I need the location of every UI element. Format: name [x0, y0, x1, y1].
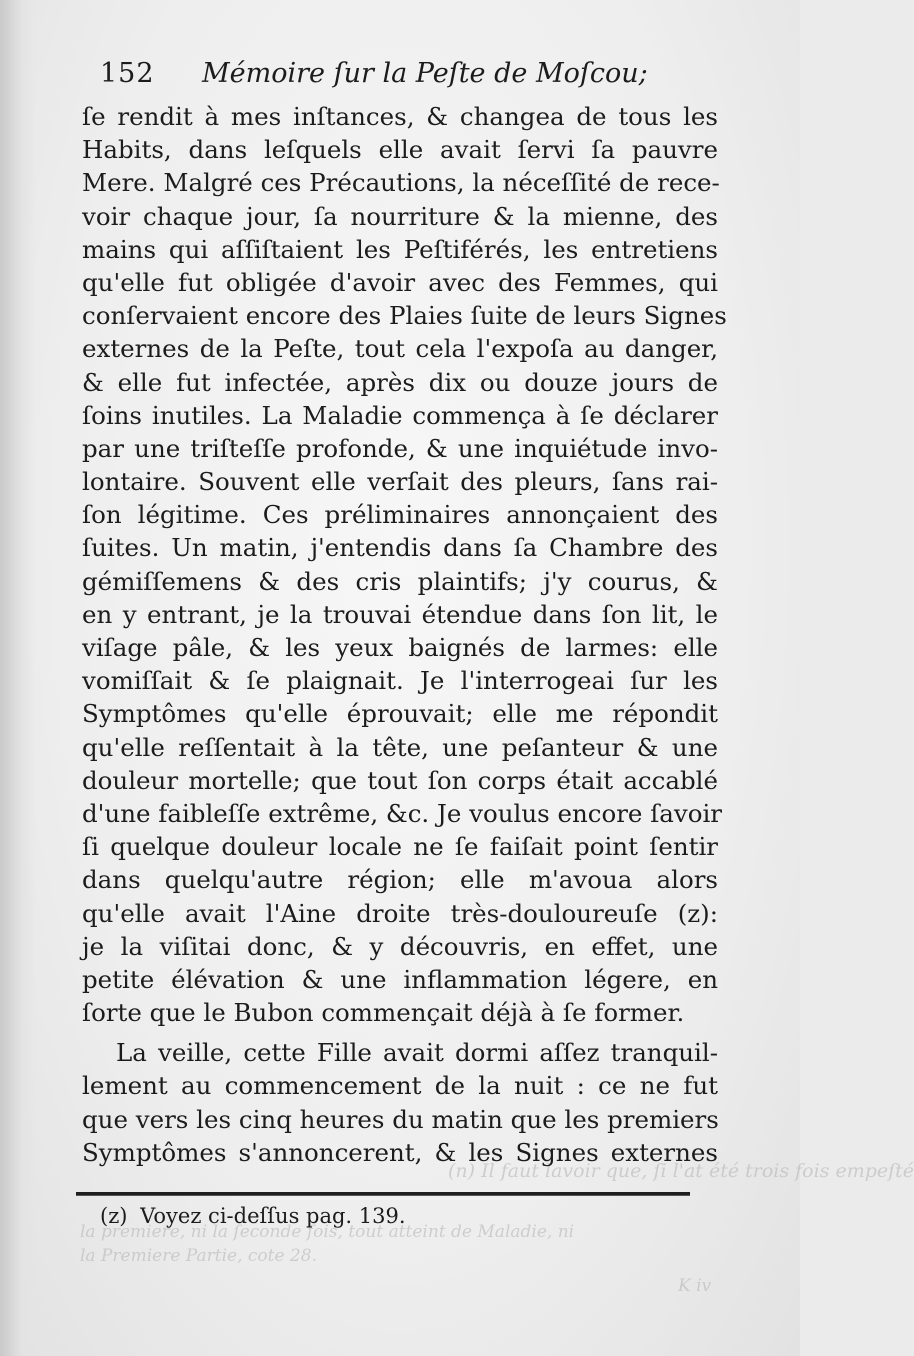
- page-number: 152: [100, 58, 155, 89]
- bleed-through-line: K iv: [678, 1276, 712, 1296]
- text-line: Mere. Malgré ces Précautions, la néceſſité de rece-: [82, 168, 720, 198]
- text-line: externes de la Peſte, tout cela l'expoſa au danger,: [82, 334, 718, 364]
- text-line: gémiſſemens & des cris plaintifs; j'y courus, &: [82, 566, 718, 596]
- text-line: dans quelqu'autre région; elle m'avoua alors: [82, 865, 718, 895]
- text-line: Habits, dans leſquels elle avait ſervi ſa pauvre: [82, 135, 718, 165]
- text-line: ſorte que le Bubon commençait déjà à ſe former.: [82, 998, 685, 1028]
- footnote-text: Voyez ci-deſſus pag. 139.: [140, 1204, 406, 1228]
- text-line: & elle fut infectée, après dix ou douze jours de: [82, 367, 718, 397]
- text-line: La veille, cette Fille avait dormi aſſez tranquil-: [116, 1038, 718, 1068]
- running-head: [100, 58, 700, 98]
- text-line: que vers les cinq heures du matin que les premiers: [82, 1104, 719, 1134]
- bleed-through-line: la premiere, ni la ſeconde fois, tout atteint de Maladie, ni: [80, 1222, 575, 1242]
- text-line: Symptômes qu'elle éprouvait; elle me répondit: [82, 699, 718, 729]
- text-line: voir chaque jour, ſa nourriture & la mienne, des: [82, 201, 718, 231]
- text-line: douleur mortelle; que tout ſon corps était accablé: [82, 765, 718, 795]
- text-line: qu'elle fut obligée d'avoir avec des Femmes, qui: [82, 267, 718, 297]
- bleed-through-line: (n) Il faut lavoir que, ſi l'at été trois fois empeſté: [448, 1160, 914, 1182]
- running-title: Mémoire ſur la Peſte de Moſcou;: [202, 58, 648, 89]
- text-line: en y entrant, je la trouvai étendue dans ſon lit, le: [82, 599, 718, 629]
- text-line: qu'elle reſſentait à la tête, une peſanteur & une: [82, 732, 718, 762]
- text-line: mains qui aſſiſtaient les Peſtiférés, les entretiens: [82, 234, 718, 264]
- text-line: d'une faibleſſe extrême, &c. Je voulus encore ſavoir: [82, 798, 723, 828]
- text-line: viſage pâle, & les yeux baignés de larmes: elle: [82, 633, 718, 662]
- paragraph: [82, 1036, 718, 1169]
- text-line: qu'elle avait l'Aine droite très-douloureuſe (z):: [82, 898, 718, 928]
- text-line: par une triſteſſe profonde, & une inquiétude invo-: [82, 433, 718, 463]
- text-line: ſuites. Un matin, j'entendis dans ſa Chambre des: [82, 533, 718, 563]
- text-line: je la viſitai donc, & y découvris, en effet, une: [82, 931, 718, 961]
- footnote-rule: [76, 1192, 690, 1196]
- text-line: ſon légitime. Ces préliminaires annonçaient des: [82, 500, 718, 530]
- paragraph: [82, 100, 727, 1029]
- footnote-mark: (z): [100, 1204, 128, 1228]
- body-text: [82, 100, 727, 1169]
- text-line: petite élévation & une inflammation légere, en: [82, 964, 718, 994]
- bleed-through-line: la Premiere Partie, cote 28.: [80, 1246, 317, 1266]
- text-line: ſe rendit à mes inſtances, & changea de tous les: [82, 102, 718, 131]
- text-line: ſoins inutiles. La Maladie commença à ſe déclarer: [82, 400, 718, 430]
- page-gutter-shadow: [0, 0, 36, 1356]
- footnote: [100, 1204, 406, 1228]
- text-line: ſi quelque douleur locale ne ſe faiſait point ſentir: [82, 832, 718, 862]
- text-line: lement au commencement de la nuit : ce ne fut: [82, 1071, 718, 1101]
- text-line: vomiſſait & ſe plaignait. Je l'interrogeai ſur les: [82, 666, 718, 696]
- text-line: conſervaient encore des Plaies ſuite de leurs Signes: [82, 301, 727, 331]
- text-line: lontaire. Souvent elle verſait des pleurs, ſans rai-: [82, 467, 718, 497]
- text-line: Symptômes s'annoncerent, & les Signes externes: [82, 1137, 718, 1167]
